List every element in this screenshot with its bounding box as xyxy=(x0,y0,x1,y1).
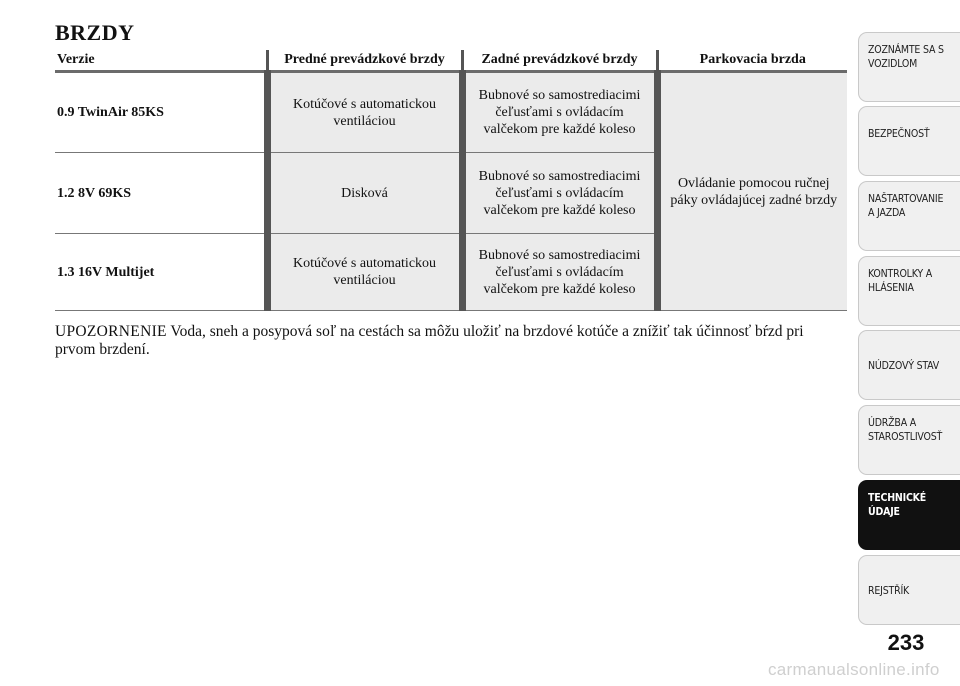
header-front-brakes: Predné prevádzkové brzdy xyxy=(267,50,462,72)
tab-label: NÚDZOVÝ STAV xyxy=(868,360,940,372)
tab-nastartovanie[interactable] xyxy=(858,181,960,251)
tab-label: TECHNICKÉ ÚDAJE xyxy=(868,492,927,518)
table-header-row xyxy=(55,50,847,72)
tab-label: ÚDRŽBA A STAROSTLIVOSŤ xyxy=(868,417,943,443)
variant-cell: 0.9 TwinAir 85KS xyxy=(55,72,267,153)
brakes-table xyxy=(55,50,847,311)
chapter-sidebar xyxy=(858,0,960,686)
tab-zoznamte-sa[interactable] xyxy=(858,32,960,102)
header-variant: Verzie xyxy=(55,50,267,72)
tab-label: REJSTŘÍK xyxy=(868,585,910,597)
rear-brake-cell: Bubnové so samostrediacimi čeľusťami s ovládacím valčekom pre každé koleso xyxy=(462,72,657,153)
tab-kontrolky[interactable] xyxy=(858,256,960,326)
front-brake-cell: Kotúčové s automatickou ventiláciou xyxy=(267,234,462,311)
tab-label: NAŠTARTOVANIE A JAZDA xyxy=(868,193,944,219)
tab-udrzba[interactable] xyxy=(858,405,960,475)
front-brake-cell: Disková xyxy=(267,153,462,234)
watermark: carmanualsonline.info xyxy=(768,660,940,679)
warning-label: UPOZORNENIE xyxy=(55,323,167,340)
tab-bezpecnost[interactable] xyxy=(858,106,960,176)
header-parking-brake: Parkovacia brzda xyxy=(657,50,847,72)
front-brake-cell: Kotúčové s automatickou ventiláciou xyxy=(267,72,462,153)
warning-note xyxy=(55,323,845,359)
tab-nudzovy-stav[interactable] xyxy=(858,330,960,400)
tab-label: ZOZNÁMTE SA S VOZIDLOM xyxy=(868,44,944,70)
section-title: BRZDY xyxy=(55,20,135,45)
header-rear-brakes: Zadné prevádzkové brzdy xyxy=(462,50,657,72)
tab-technicke-udaje[interactable] xyxy=(858,480,960,550)
rear-brake-cell: Bubnové so samostrediacimi čeľusťami s ovládacím valčekom pre každé koleso xyxy=(462,153,657,234)
rear-brake-cell: Bubnové so samostrediacimi čeľusťami s ovládacím valčekom pre každé koleso xyxy=(462,234,657,311)
tab-label: KONTROLKY A HLÁSENIA xyxy=(868,268,932,294)
warning-text: Voda, sneh a posypová soľ na cestách sa môžu uložiť na brzdové kotúče a znížiť tak účinnosť bŕzd pri prvom brzdení. xyxy=(55,323,804,358)
variant-cell: 1.3 16V Multijet xyxy=(55,234,267,311)
variant-cell: 1.2 8V 69KS xyxy=(55,153,267,234)
parking-brake-cell: Ovládanie pomocou ručnej páky ovládajúcej zadné brzdy xyxy=(657,72,847,311)
tab-label: BEZPEČNOSŤ xyxy=(868,128,930,140)
tab-rejstrik[interactable] xyxy=(858,555,960,625)
page-number: 233 xyxy=(887,630,925,655)
table-row xyxy=(55,72,847,153)
